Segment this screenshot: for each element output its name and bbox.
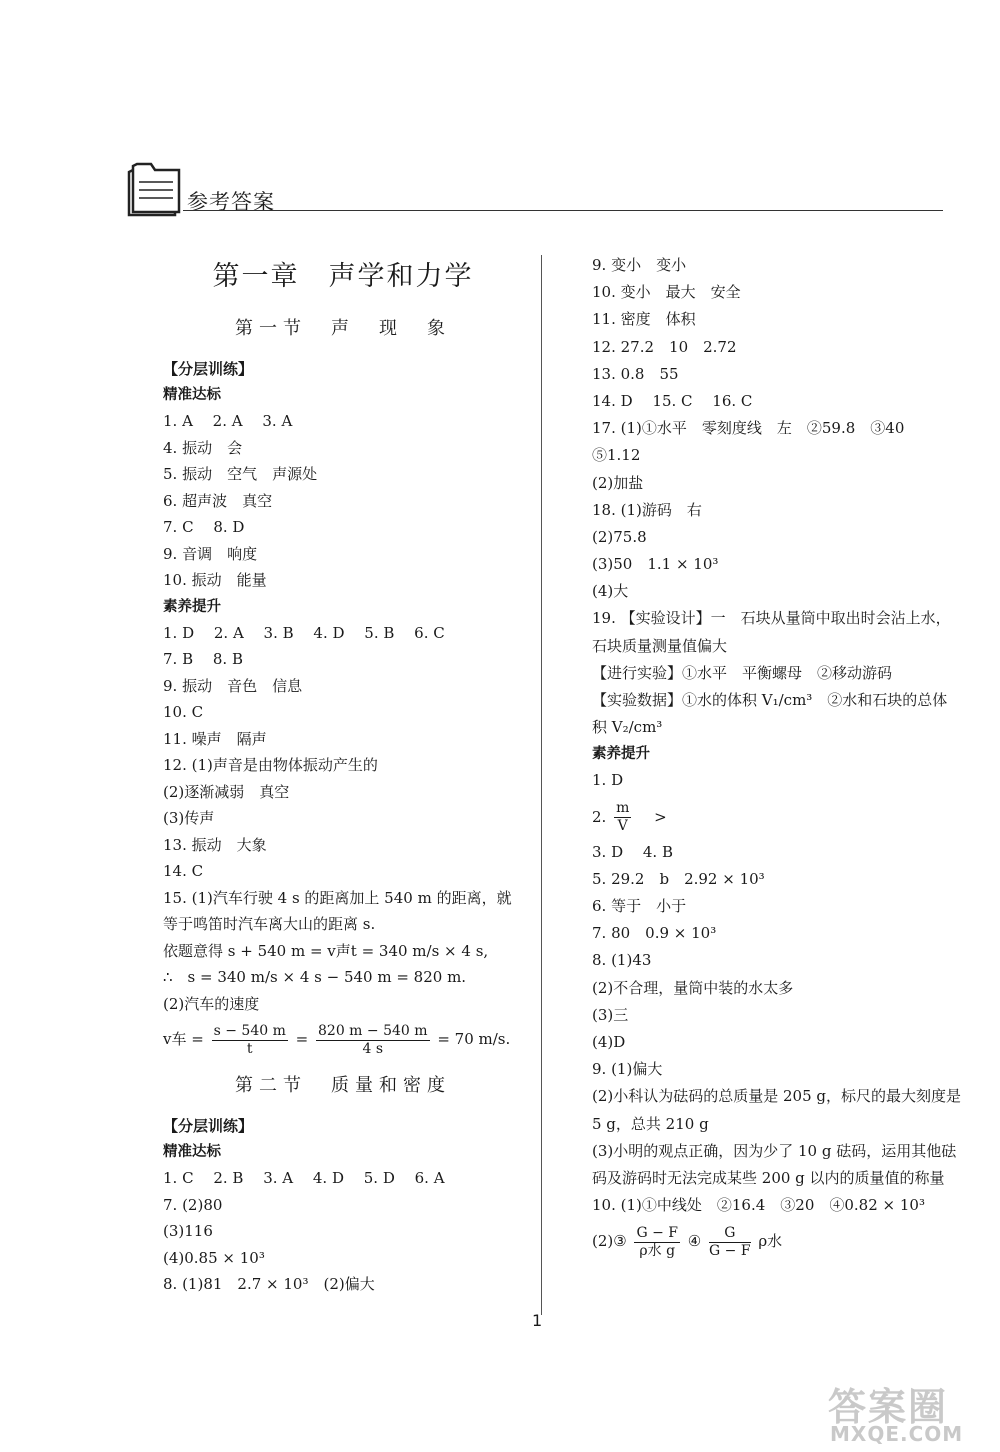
formula-text: = 70 m/s. bbox=[437, 1030, 511, 1048]
training-heading: 【分层训练】 bbox=[163, 1117, 254, 1135]
formula-line bbox=[592, 1219, 962, 1263]
fraction-numerator: s − 540 m bbox=[213, 1022, 286, 1039]
formula-line bbox=[592, 795, 962, 839]
formula-text: ρ水 bbox=[758, 1232, 783, 1251]
answer-paragraph: 19. 【实验设计】一 石块从量筒中取出时会沾上水，石块质量测量值偏大 bbox=[592, 609, 951, 655]
fraction-denominator: 4 s bbox=[362, 1040, 384, 1057]
answer-line: 7. (2)80 bbox=[163, 1195, 223, 1214]
fraction bbox=[614, 800, 631, 835]
fraction-numerator: G bbox=[709, 1225, 751, 1243]
answer-line: (2)加盐 bbox=[592, 473, 644, 492]
answer-line: 6. 超声波 真空 bbox=[163, 491, 273, 510]
answer-line: (3)116 bbox=[163, 1222, 213, 1240]
answer-line: 5. 振动 空气 声源处 bbox=[163, 465, 318, 483]
answer-line: 12. 27.2 10 2.72 bbox=[592, 337, 737, 356]
answer-line: (2)75.8 bbox=[592, 527, 647, 546]
formula-text: > bbox=[639, 807, 667, 826]
subheading: 精准达标 bbox=[163, 387, 221, 403]
answer-line: 1. C 2. B 3. A 4. D 5. D 6. A bbox=[163, 1169, 445, 1187]
answer-line: 14. C bbox=[163, 862, 204, 880]
answer-line: 1. D bbox=[592, 771, 624, 790]
watermark-text: 答案圈 bbox=[828, 1385, 949, 1429]
answer-line: 7. B 8. B bbox=[163, 650, 243, 668]
answer-line: (3)三 bbox=[592, 1005, 629, 1024]
fraction-denominator: G − F bbox=[709, 1242, 751, 1259]
answer-line: 1. A 2. A 3. A bbox=[163, 412, 293, 430]
header-title: 参考答案 bbox=[187, 190, 275, 214]
fraction-denominator: t bbox=[246, 1040, 253, 1057]
page-number: 1 bbox=[532, 1311, 543, 1330]
column-divider bbox=[541, 255, 542, 1315]
section-title: 第二节 质量和密度 bbox=[235, 1075, 451, 1096]
folder-icon bbox=[125, 160, 181, 218]
fraction bbox=[316, 1023, 430, 1058]
section-title: 第一节 声 现 象 bbox=[235, 318, 451, 339]
answer-line: (2)汽车的速度 bbox=[163, 994, 260, 1013]
answer-line: 13. 0.8 55 bbox=[592, 364, 679, 383]
answer-line: 1. D 2. A 3. B 4. D 5. B 6. C bbox=[163, 623, 445, 642]
fraction-numerator: m bbox=[616, 800, 630, 817]
answer-line: 18. (1)游码 右 bbox=[592, 500, 702, 519]
formula-text: = bbox=[295, 1030, 309, 1048]
answer-line: (3)传声 bbox=[163, 809, 215, 827]
answer-line: 10. 振动 能量 bbox=[163, 571, 267, 589]
answer-line: 7. C 8. D bbox=[163, 518, 245, 536]
answer-line: 13. 振动 大象 bbox=[163, 835, 267, 854]
answer-line: 9. (1)偏大 bbox=[592, 1060, 663, 1079]
answer-line: 12. (1)声音是由物体振动产生的 bbox=[163, 756, 378, 774]
chapter-title: 第一章 声学和力学 bbox=[212, 261, 474, 292]
answer-paragraph: (3)小明的观点正确，因为少了 10 g 砝码，运用其他砝码及游码时无法完成某些 200 g 以内的质量值的称量 bbox=[592, 1141, 957, 1187]
answer-line: 8. (1)43 bbox=[592, 951, 652, 970]
subheading: 精准达标 bbox=[163, 1144, 221, 1160]
formula-line bbox=[163, 1017, 523, 1061]
answer-line: 9. 振动 音色 信息 bbox=[163, 676, 303, 695]
watermark-url: MXQE.COM bbox=[830, 1422, 964, 1446]
formula-text: 2. bbox=[592, 807, 607, 826]
answer-line: 依题意得 s + 540 m = v声t = 340 m/s × 4 s, bbox=[163, 941, 489, 960]
page-header bbox=[125, 160, 945, 220]
answer-paragraph: 【实验数据】①水的体积 V₁/cm³ ②水和石块的总体积 V₂/cm³ bbox=[592, 691, 948, 737]
watermark-logo bbox=[810, 1376, 990, 1448]
fraction bbox=[212, 1023, 288, 1058]
formula-text: v车 = bbox=[163, 1030, 204, 1048]
answer-line: 7. 80 0.9 × 10³ bbox=[592, 924, 717, 943]
answer-line: 10. (1)①中线处 ②16.4 ③20 ④0.82 × 10³ bbox=[592, 1196, 925, 1215]
answer-line: 11. 密度 体积 bbox=[592, 310, 696, 329]
training-heading: 【分层训练】 bbox=[163, 360, 254, 378]
answer-paragraph: 15. (1)汽车行驶 4 s 的距离加上 540 m 的距离，就等于鸣笛时汽车离大山的距离 s. bbox=[163, 888, 512, 933]
answer-line: 4. 振动 会 bbox=[163, 438, 243, 457]
fraction bbox=[709, 1225, 751, 1260]
answer-line: 14. D 15. C 16. C bbox=[592, 391, 753, 410]
answer-line: (4)大 bbox=[592, 582, 629, 601]
answer-line: ∴ s = 340 m/s × 4 s − 540 m = 820 m. bbox=[163, 968, 467, 986]
answer-line: 8. (1)81 2.7 × 10³ (2)偏大 bbox=[163, 1275, 375, 1293]
answer-line: 【进行实验】①水平 平衡螺母 ②移动游码 bbox=[592, 663, 893, 682]
fraction-numerator: 820 m − 540 m bbox=[318, 1022, 428, 1039]
subheading: 素养提升 bbox=[592, 746, 650, 763]
answer-line: (2)不合理，量筒中装的水太多 bbox=[592, 978, 794, 997]
answer-line: 10. C bbox=[163, 703, 204, 721]
right-column bbox=[592, 252, 962, 1263]
answer-line: (2)逐渐减弱 真空 bbox=[163, 782, 290, 801]
answer-line: 9. 变小 变小 bbox=[592, 256, 687, 274]
answer-paragraph: 17. (1)①水平 零刻度线 左 ②59.8 ③40 ⑤1.12 bbox=[592, 419, 920, 465]
answer-line: 10. 变小 最大 安全 bbox=[592, 283, 741, 302]
answer-line: 3. D 4. B bbox=[592, 842, 673, 861]
header-rule bbox=[183, 210, 943, 211]
left-column bbox=[163, 258, 523, 1298]
fraction-denominator: ρ水 g bbox=[639, 1242, 676, 1259]
answer-line: (4)D bbox=[592, 1032, 626, 1051]
fraction bbox=[634, 1225, 680, 1260]
formula-text: (2)③ bbox=[592, 1232, 627, 1251]
answer-line: 6. 等于 小于 bbox=[592, 897, 687, 916]
fraction-numerator: G − F bbox=[636, 1224, 679, 1241]
formula-text: ④ bbox=[687, 1232, 702, 1251]
answer-line: (4)0.85 × 10³ bbox=[163, 1248, 265, 1267]
answer-line: 11. 噪声 隔声 bbox=[163, 729, 267, 748]
subheading: 素养提升 bbox=[163, 598, 221, 615]
answer-line: (3)50 1.1 × 10³ bbox=[592, 555, 719, 574]
answer-line: 9. 音调 响度 bbox=[163, 544, 258, 563]
fraction-denominator: V bbox=[617, 818, 628, 835]
answer-paragraph: (2)小科认为砝码的总质量是 205 g，标尺的最大刻度是 5 g，总共 210 g bbox=[592, 1087, 962, 1133]
answer-line: 5. 29.2 b 2.92 × 10³ bbox=[592, 869, 765, 888]
